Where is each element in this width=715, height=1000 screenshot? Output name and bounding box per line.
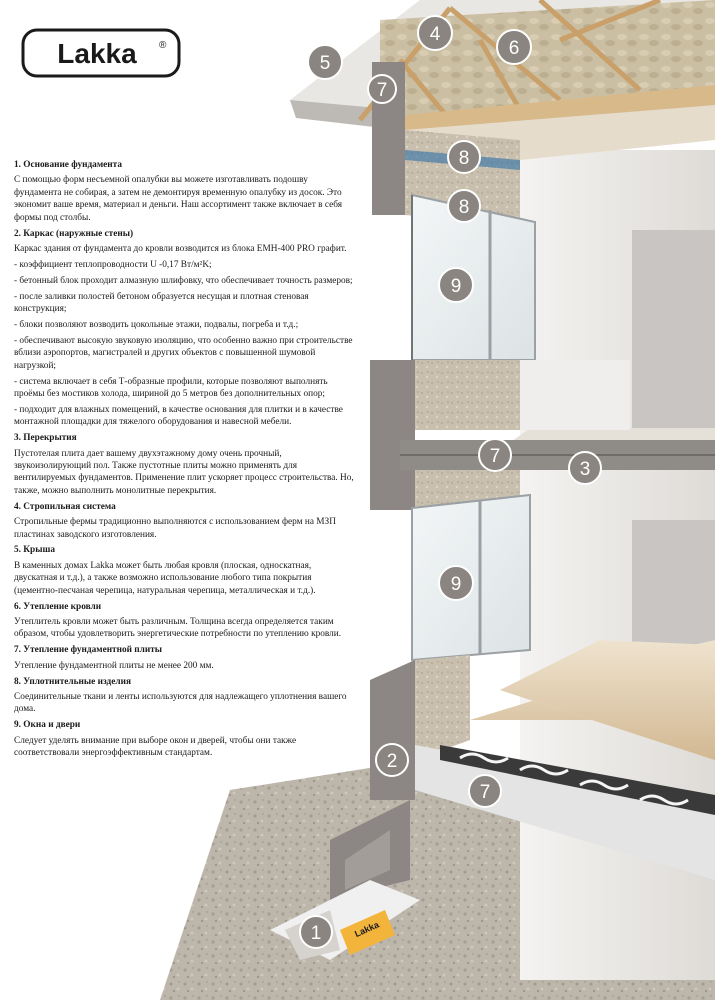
section-title: 1. Основание фундамента — [14, 160, 122, 170]
section-paragraph: - блоки позволяют возводить цокольные этажи, подвалы, погреба и т.д.; — [14, 319, 299, 330]
description-column — [14, 156, 354, 763]
svg-text:7: 7 — [479, 782, 491, 803]
section-title: 3. Перекрытия — [14, 433, 77, 444]
callout-5 — [308, 45, 342, 79]
section-paragraph: - после заливки полостей бетоном образуется несущая и плотная стеновая конструкция; — [14, 291, 309, 315]
svg-text:7: 7 — [489, 446, 501, 467]
svg-text:3: 3 — [579, 459, 591, 480]
callout-3 — [569, 452, 601, 484]
section-paragraph: Утепление фундаментной плиты не менее 200 мм. — [14, 660, 214, 671]
section-paragraph: Следует уделять внимание при выборе окон и дверей, чтобы они также соответствовали энергоэффективным стандартам. — [14, 735, 297, 759]
callout-7-mid — [479, 439, 511, 471]
callout-1 — [300, 916, 332, 948]
logo-registered-mark: ® — [159, 40, 167, 51]
section-title: 7. Утепление фундаментной плиты — [14, 645, 163, 656]
section-paragraph: В каменных домах Lakka может быть любая кровля (плоская, односкатная, двускатная и т.д.), а также возможно использование любого типа покрытия (цементно-песчаная черепица, натуральная черепица, металлическая и т.д.). — [14, 560, 316, 596]
section-paragraph: Соединительные ткани и ленты используются для надлежащего уплотнения вашего дома. — [14, 692, 347, 715]
section-paragraph: - система включает в себя Т-образные профили, которые позволяют выполнять проёмы без мостиков холода, шириной до 5 метров без дополнительных опор; — [14, 376, 328, 399]
section-title: 4. Стропильная система — [14, 501, 116, 512]
callout-7-top — [368, 75, 396, 103]
wall-block-mid — [370, 360, 415, 510]
section-paragraph: С помощью форм несъемной опалубки вы можете изготавливать подошву фундамента не собирая, а затем не демонтируя временную опалубку из досок. Это экономит ваше время, материал и деньги. Наш ассортимент также включает в себя формы под столбы. — [14, 175, 343, 223]
svg-text:5: 5 — [319, 53, 331, 74]
callout-8a — [448, 141, 480, 173]
interior-wall-recess — [632, 230, 715, 430]
section-paragraph: - бетонный блок проходит алмазную шлифовку, что обеспечивает точность размеров; — [14, 275, 353, 286]
svg-text:7: 7 — [376, 80, 388, 101]
interior-wall-recess — [632, 520, 715, 660]
section-title: 2. Каркас (наружные стены) — [14, 228, 134, 239]
svg-text:2: 2 — [386, 751, 398, 772]
callout-4 — [418, 16, 452, 50]
section-paragraph: Утеплитель кровли может быть различным. Толщина всегда определяется таким образом, чтобы удовлетворить энергетические потребности по утеплению кровли. — [14, 617, 342, 640]
callout-8b — [448, 190, 480, 222]
svg-text:4: 4 — [429, 24, 441, 45]
svg-text:6: 6 — [508, 38, 520, 59]
callout-2 — [376, 744, 408, 776]
lakka-logo — [21, 28, 181, 78]
section-paragraph: - обеспечивают высокую звуковую изоляцию, что особенно важно при строительстве вблизи аэропортов, магистралей и других объектов с повышенной шумовой нагрузкой; — [14, 335, 353, 371]
wall-block-lower — [370, 660, 415, 800]
section-paragraph: - коэффициент теплопроводности U -0,17 Вт/м²K; — [14, 259, 212, 270]
svg-text:8: 8 — [458, 197, 470, 218]
svg-text:9: 9 — [450, 574, 462, 595]
badge-text: Lakka — [353, 919, 381, 940]
section-title: 6. Утепление кровли — [14, 601, 102, 612]
callout-9-lower — [439, 566, 473, 600]
section-paragraph: Стропильные фермы традиционно выполняются с использованием ферм на МЗП пластинах заводского изготовления. — [14, 517, 336, 540]
logo-text: Lakka — [57, 38, 137, 69]
section-title: 8. Уплотнительные изделия — [14, 676, 131, 687]
section-title: 5. Крыша — [14, 545, 55, 556]
callout-9-upper — [439, 268, 473, 302]
svg-text:8: 8 — [458, 148, 470, 169]
svg-text:9: 9 — [450, 276, 462, 297]
section-paragraph: Пустотелая плита дает вашему двухэтажному дому очень прочный, звукоизолирующий пол. Также пустотные плиты можно применять для вентилируемых фундаментов. Применение плит ускоряет процесс строительства. Но, также, можно выполнить монолитные перекрытия. — [14, 448, 354, 496]
svg-text:1: 1 — [310, 923, 322, 944]
callout-7-bottom — [469, 775, 501, 807]
section-paragraph: Каркас здания от фундамента до кровли возводится из блока ЕМН-400 PRO графит. — [14, 243, 347, 254]
callout-6 — [497, 30, 531, 64]
section-title: 9. Окна и двери — [14, 720, 81, 731]
section-paragraph: - подходит для влажных помещений, в качестве основания для плитки и в качестве монтажной площадки для тяжелого оборудования и навесной мебели. — [14, 404, 343, 428]
